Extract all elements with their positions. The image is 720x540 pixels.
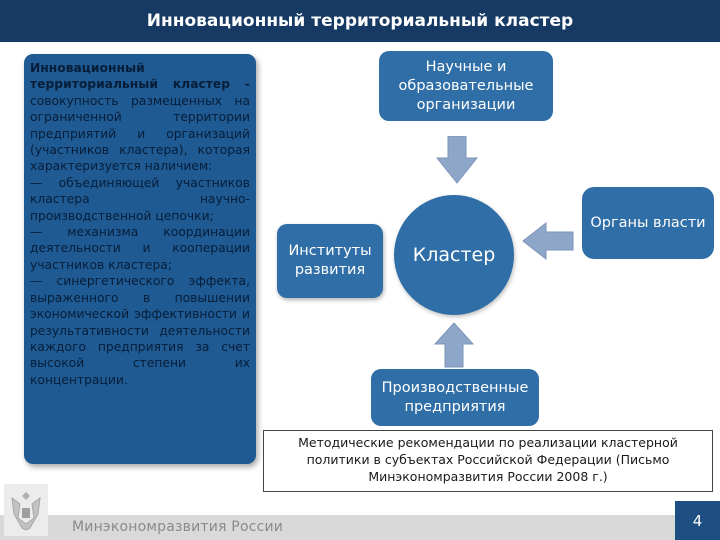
arrow-down-icon [436,136,478,184]
ministry-name: Минэкономразвития России [72,519,284,535]
definition-item: — синергетического эффекта, выраженного в повышении экономической эффективности и результативности деятельности каждого предприятия за счет высокой степени их концентрации. [30,274,250,387]
slide-title: Инновационный территориальный кластер [146,11,574,31]
definition-item: — объединяющей участников кластера научно-производственной цепочки; [30,175,250,223]
emblem-icon [4,484,48,536]
node-government [582,187,714,259]
definition-panel [24,54,256,464]
node-research-organizations [379,51,553,121]
definition-item: — механизма координации деятельности и кооперации участников кластера; [30,225,250,272]
node-research-organizations-label: Научные и образовательные организации [398,58,534,113]
definition-text [30,60,250,388]
node-development-institutions-label: Институты развития [288,243,372,278]
node-industrial-enterprises-label: Производственные предприятия [381,379,529,415]
page-number-badge [675,501,720,540]
source-note [263,430,713,492]
cluster-center-label: Кластер [412,244,496,266]
node-development-institutions [277,224,383,298]
slide-title-bar [0,0,720,42]
arrow-up-icon [434,322,474,368]
source-note-text: Методические рекомендации по реализации кластерной политики в субъектах Российской Федерации (Письмо Минэкономразвития России 2008 г.) [298,435,678,484]
node-industrial-enterprises [371,369,539,426]
page-number: 4 [692,511,703,530]
arrow-left-icon [522,222,574,260]
definition-term: Инновационный территориальный кластер - [30,61,250,92]
cluster-center-node [394,195,514,315]
definition-body: совокупность размещенных на ограниченной территории предприятий и организаций (участников кластера), которая характеризуется наличием: [30,93,250,174]
node-government-label: Органы власти [590,214,706,231]
